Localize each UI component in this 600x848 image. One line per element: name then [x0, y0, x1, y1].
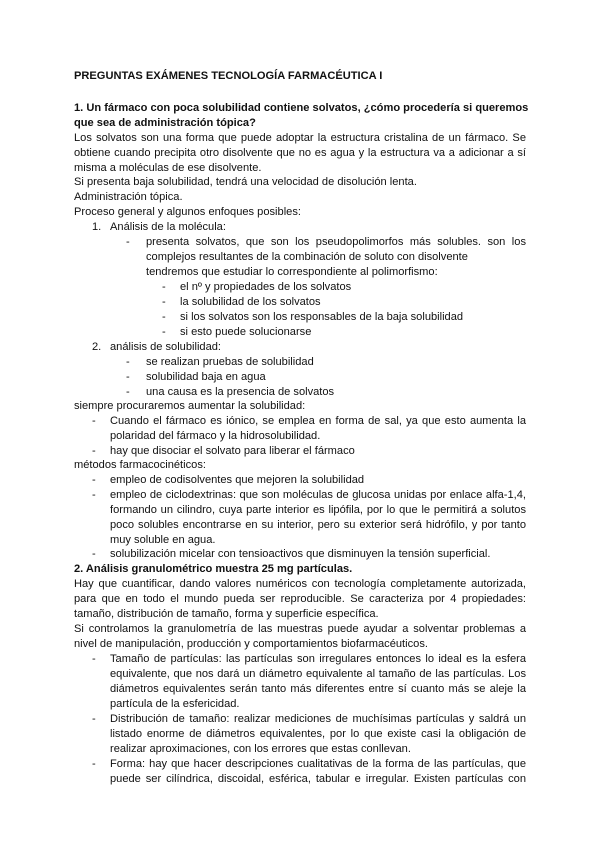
bullet-line: equivalente, que nos dará un diámetro equivalente al tamaño de las partículas. Los	[110, 668, 526, 680]
dash-bullet: -	[162, 296, 166, 308]
bullet-item: solubilidad baja en agua	[146, 371, 266, 383]
bullet-line: formando un cilindro, cuya parte interior es lipófila, por lo que le permitirá a solutos	[110, 504, 526, 516]
bullet-line: Cuando el fármaco es iónico, se emplea en forma de sal, ya que esto aumenta la	[110, 415, 526, 427]
q1-heading-line2: que sea de administración tópica?	[74, 117, 256, 129]
list-number: 1.	[92, 221, 102, 233]
bullet-line: polaridad del fármaco y la hidrosolubilidad.	[110, 430, 321, 442]
q2-paragraph-line: para que en todo el mundo pueda ser reproducible. Se caracteriza por 4 propiedades:	[74, 593, 526, 605]
dash-bullet: -	[162, 311, 166, 323]
q1-paragraph: siempre procuraremos aumentar la solubilidad:	[74, 400, 306, 412]
dash-bullet: -	[126, 236, 130, 248]
list-item-title: Análisis de la molécula:	[110, 221, 226, 233]
bullet-line: empleo de ciclodextrinas: que son moléculas de glucosa unidas por enlace alfa-1,4,	[110, 489, 526, 501]
dash-bullet: -	[126, 356, 130, 368]
bullet-line: puede ser cilíndrica, discoidal, esférica, tabular e irregular. Existen partículas con	[110, 773, 526, 785]
bullet-line: muy soluble en agua.	[110, 534, 216, 546]
bullet-line: presenta solvatos, que son los pseudopolimorfos más solubles. son los	[146, 236, 526, 248]
bullet-line: realizar aproximaciones, con los errores que estas conllevan.	[110, 743, 411, 755]
bullet-line: poco solubles encontrarse en su interior, pero su exterior será hidrófilo, y por tanto	[110, 519, 526, 531]
q1-heading-line1: 1. Un fármaco con poca solubilidad contiene solvatos, ¿cómo procedería si queremos	[74, 102, 529, 114]
sub-bullet-item: si los solvatos son los responsables de la baja solubilidad	[180, 311, 464, 323]
dash-bullet: -	[92, 713, 96, 725]
q1-paragraph-line: Los solvatos son una forma que puede adoptar la estructura cristalina de un fármaco. Se	[74, 132, 526, 144]
dash-bullet: -	[162, 326, 166, 338]
q2-paragraph-line: Hay que cuantificar, dando valores numéricos con tecnología completamente autorizada,	[74, 578, 526, 590]
dash-bullet: -	[92, 758, 96, 770]
q1-paragraph: Si presenta baja solubilidad, tendrá una velocidad de disolución lenta.	[74, 176, 417, 188]
bullet-line: diámetros equivalentes serán tanto más diferentes entre sí cuanto más se aleje la	[110, 683, 526, 695]
q1-paragraph: Proceso general y algunos enfoques posibles:	[74, 206, 301, 218]
q2-paragraph-line: tamaño, distribución de tamaño, forma y superficie específica.	[74, 608, 379, 620]
bullet-line: partícula de la esfericidad.	[110, 698, 240, 710]
sub-bullet-item: la solubilidad de los solvatos	[180, 296, 321, 308]
q1-paragraph-line: obtiene cuando precipita otro disolvente que no es agua y la estructura va a adicionar a sí	[74, 147, 526, 159]
bullet-line: tendremos que estudiar lo correspondiente al polimorfismo:	[146, 266, 438, 278]
dash-bullet: -	[126, 371, 130, 383]
dash-bullet: -	[162, 281, 166, 293]
q2-heading: 2. Análisis granulométrico muestra 25 mg partículas.	[74, 563, 353, 575]
list-number: 2.	[92, 341, 102, 353]
bullet-item: hay que disociar el solvato para liberar el fármaco	[110, 445, 355, 457]
list-item-title: análisis de solubilidad:	[110, 341, 222, 353]
bullet-item: solubilización micelar con tensioactivos que disminuyen la tensión superficial.	[110, 548, 491, 560]
dash-bullet: -	[92, 489, 96, 501]
bullet-item: una causa es la presencia de solvatos	[146, 386, 335, 398]
bullet-line: complejos resultantes de la combinación de soluto con disolvente	[146, 251, 468, 263]
bullet-line: listado enorme de diámetros equivalentes, por lo que existe casi la obligación de	[110, 728, 526, 740]
bullet-item: empleo de codisolventes que mejoren la solubilidad	[110, 474, 365, 486]
dash-bullet: -	[92, 415, 96, 427]
bullet-line: Tamaño de partículas: las partículas son irregulares entonces lo ideal es la esfera	[110, 653, 526, 665]
bullet-line: Forma: hay que hacer descripciones cualitativas de la forma de las partículas, que	[110, 758, 526, 770]
q2-paragraph-line: nivel de manipulación, producción y comportamientos biofarmacéuticos.	[74, 638, 428, 650]
q1-paragraph: métodos farmacocinéticos:	[74, 459, 206, 471]
sub-bullet-item: el nº y propiedades de los solvatos	[180, 281, 352, 293]
dash-bullet: -	[92, 445, 96, 457]
q1-paragraph: Administración tópica.	[74, 191, 183, 203]
dash-bullet: -	[92, 474, 96, 486]
dash-bullet: -	[126, 386, 130, 398]
document-title: PREGUNTAS EXÁMENES TECNOLOGÍA FARMACÉUTICA I	[74, 70, 383, 82]
bullet-line: Distribución de tamaño: realizar mediciones de muchísimas partículas y saldrá un	[110, 713, 526, 725]
sub-bullet-item: si esto puede solucionarse	[180, 326, 312, 338]
dash-bullet: -	[92, 548, 96, 560]
dash-bullet: -	[92, 653, 96, 665]
q2-paragraph-line: Si controlamos la granulometría de las muestras puede ayudar a solventar problemas a	[74, 623, 526, 635]
bullet-item: se realizan pruebas de solubilidad	[146, 356, 314, 368]
q1-paragraph-line: misma a moléculas de ese disolvente.	[74, 162, 262, 174]
